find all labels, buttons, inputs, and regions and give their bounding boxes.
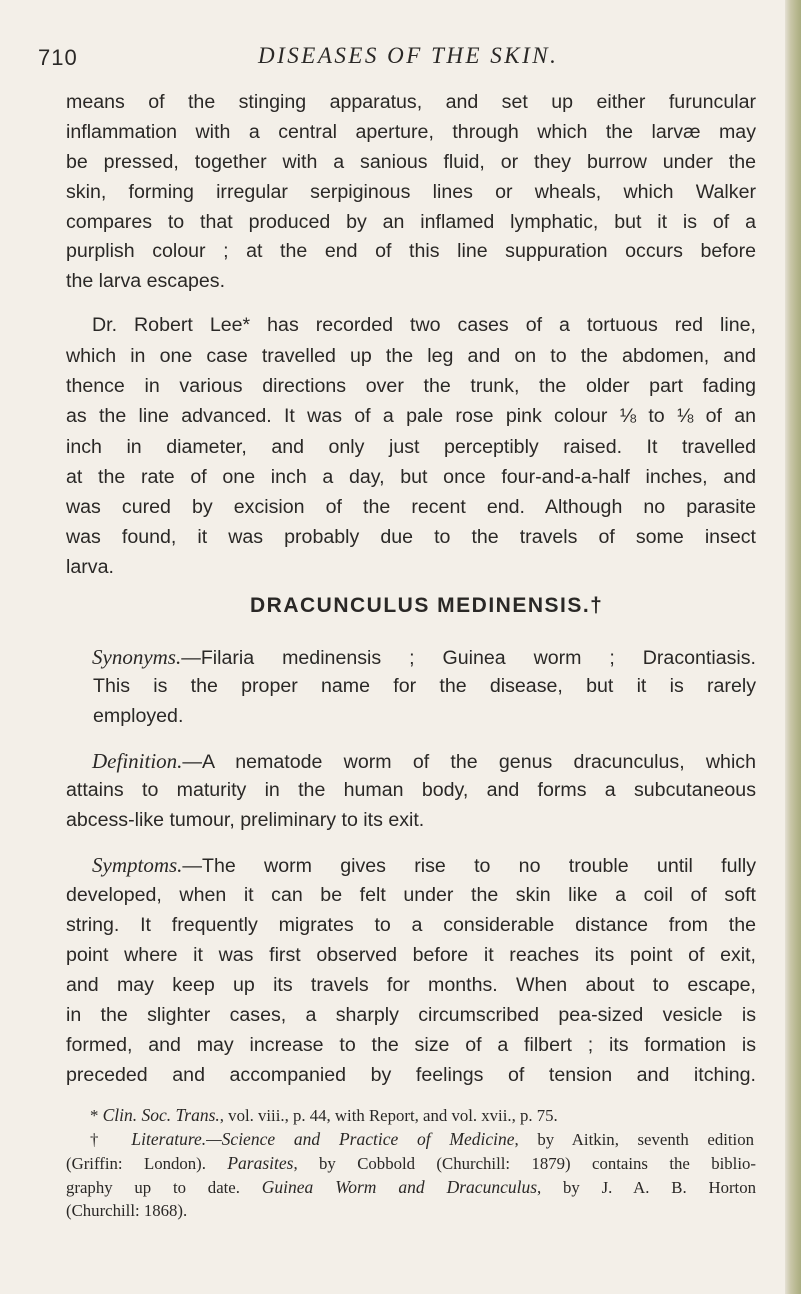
text-line: and may keep up its travels for months. When about to escape,	[66, 974, 756, 996]
section-heading: DRACUNCULUS MEDINENSIS.†	[250, 594, 604, 617]
text-line: point where it was first observed before it reaches its point of exit,	[66, 944, 756, 966]
text-line: was found, it was probably due to the travels of some insect	[66, 526, 756, 548]
text-line: inch in diameter, and only just perceptibly raised. It travelled	[66, 436, 756, 458]
footnote-1: * Clin. Soc. Trans., vol. viii., p. 44, with Report, and vol. xvii., p. 75.	[90, 1105, 558, 1125]
text-line: compares to that produced by an inflamed lymphatic, but it is of a	[66, 211, 756, 233]
text-line: be pressed, together with a sanious fluid, or they burrow under the	[66, 151, 756, 173]
text-line: Symptoms.—The worm gives rise to no trouble until fully	[92, 853, 756, 877]
page-header	[38, 43, 768, 79]
text-line: was cured by excision of the recent end. Although no parasite	[66, 496, 756, 518]
text-line: Dr. Robert Lee* has recorded two cases of a tortuous red line,	[92, 314, 756, 336]
text-line: inflammation with a central aperture, through which the larvæ may	[66, 121, 756, 143]
text-line: employed.	[93, 705, 184, 727]
footnote-2-line: (Griffin: London). Parasites, by Cobbold (Churchill: 1879) contains the biblio-	[66, 1153, 756, 1173]
symptoms-label: Symptoms.	[92, 853, 183, 877]
text-line: developed, when it can be felt under the skin like a coil of soft	[66, 884, 756, 906]
text-line: at the rate of one inch a day, but once four-and-a-half inches, and	[66, 466, 756, 488]
text-line: the larva escapes.	[66, 270, 226, 292]
text-line: larva.	[66, 556, 114, 578]
text-line: Synonyms.—Filaria medinensis ; Guinea worm ; Dracontiasis.	[92, 645, 756, 669]
text-line: as the line advanced. It was of a pale rose pink colour ⅛ to ⅛ of an	[66, 405, 756, 427]
text-line: This is the proper name for the disease, but it is rarely	[93, 675, 756, 697]
text-line: thence in various directions over the trunk, the older part fading	[66, 375, 756, 397]
text-line: string. It frequently migrates to a considerable distance from the	[66, 914, 756, 936]
page-edge	[785, 0, 801, 1294]
text-line: in the slighter cases, a sharply circumscribed pea-sized vesicle is	[66, 1004, 756, 1026]
footnote-2-line: graphy up to date. Guinea Worm and Dracunculus, by J. A. B. Horton	[66, 1177, 756, 1197]
running-head: DISEASES OF THE SKIN.	[258, 43, 559, 68]
definition-label: Definition.	[92, 749, 183, 773]
text-line: formed, and may increase to the size of a filbert ; its formation is	[66, 1034, 756, 1056]
page-number: 710	[38, 45, 78, 70]
text-line: preceded and accompanied by feelings of tension and itching.	[66, 1064, 756, 1086]
text-line: attains to maturity in the human body, and forms a subcutaneous	[66, 779, 756, 801]
text-line: purplish colour ; at the end of this line suppuration occurs before	[66, 240, 756, 262]
footnote-2-line: (Churchill: 1868).	[66, 1201, 188, 1220]
text-line: Definition.—A nematode worm of the genus dracunculus, which	[92, 749, 756, 773]
text-line: means of the stinging apparatus, and set up either furuncular	[66, 91, 756, 113]
text-line: abcess-like tumour, preliminary to its exit.	[66, 809, 425, 831]
footnote-2: † Literature.—Science and Practice of Medicine, by Aitkin, seventh edition	[90, 1129, 754, 1149]
text-line: skin, forming irregular serpiginous lines or wheals, which Walker	[66, 181, 756, 203]
text-line: which in one case travelled up the leg and on to the abdomen, and	[66, 345, 756, 367]
synonyms-label: Synonyms.	[92, 645, 182, 669]
